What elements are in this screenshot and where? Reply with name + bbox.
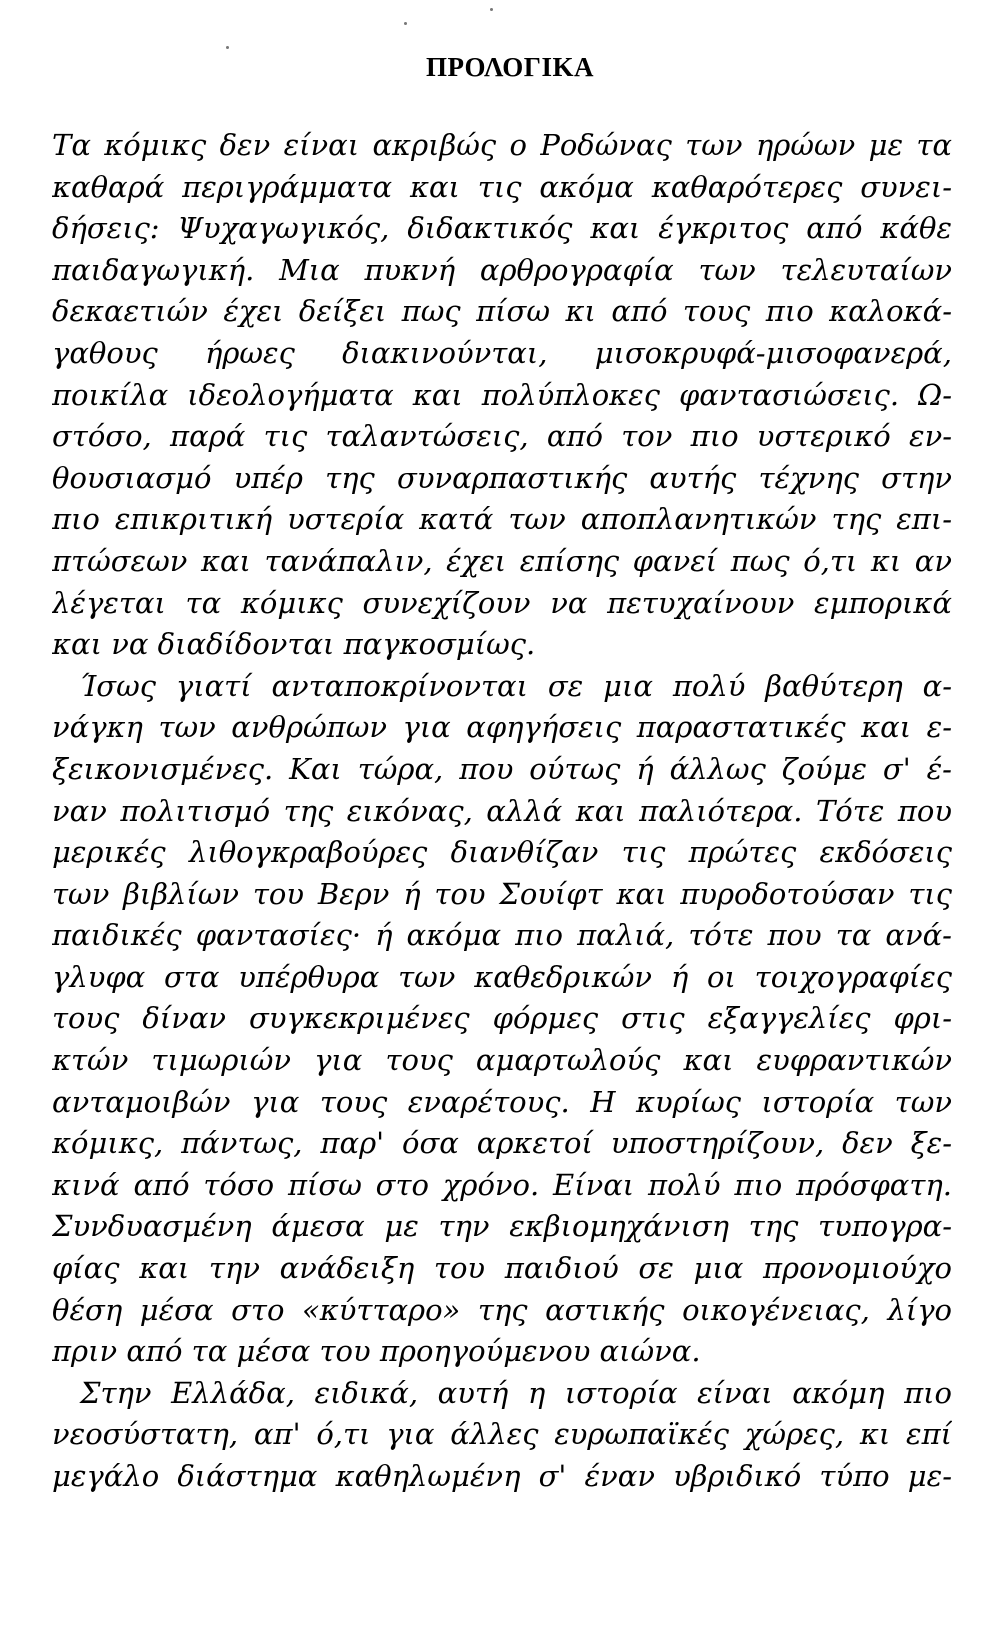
text-line: Στην Ελλάδα, ειδικά, αυτή η ιστορία είναι ακόμη πιο	[80, 1375, 952, 1410]
scan-speck	[226, 46, 229, 49]
text-line: των βιβλίων του Βερν ή του Σουίφτ και πυροδοτούσαν τις	[52, 876, 952, 911]
text-line: Ίσως γιατί ανταποκρίνονται σε μια πολύ βαθύτερη α-	[80, 668, 952, 703]
text-line: ανταμοιβών για τους εναρέτους. Η κυρίως ιστορία των	[52, 1084, 952, 1119]
text-line: κτών τιμωριών για τους αμαρτωλούς και ευφραντικών	[52, 1043, 952, 1078]
text-line: δήσεις: Ψυχαγωγικός, διδακτικός και έγκριτος από κάθε	[52, 211, 952, 246]
text-line: πιο επικριτική υστερία κατά των αποπλανητικών της επι-	[52, 502, 952, 537]
text-line: θέση μέσα στο «κύτταρο» της αστικής οικογένειας, λίγο	[52, 1292, 952, 1327]
text-line: παιδικές φαντασίες· ή ακόμα πιο παλιά, τότε που τα ανά-	[52, 918, 952, 953]
body-text	[52, 125, 952, 1498]
text-line: ναν πολιτισμό της εικόνας, αλλά και παλιότερα. Τότε που	[52, 793, 952, 828]
text-line: γλυφα στα υπέρθυρα των καθεδρικών ή οι τοιχογραφίες	[52, 959, 952, 994]
text-line: γαθους ήρωες διακινούνται, μισοκρυφά-μισοφανερά,	[52, 335, 952, 370]
text-line: νάγκη των ανθρώπων για αφηγήσεις παραστατικές και ε-	[52, 710, 952, 745]
scan-speck	[490, 8, 493, 11]
text-line: φίας και την ανάδειξη του παιδιού σε μια προνομιούχο	[52, 1251, 952, 1286]
text-line: δεκαετιών έχει δείξει πως πίσω κι από τους πιο καλοκά-	[52, 294, 952, 329]
text-line: ξεικονισμένες. Και τώρα, που ούτως ή άλλως ζούμε σ' έ-	[52, 751, 952, 786]
text-line: πτώσεων και τανάπαλιν, έχει επίσης φανεί πως ό,τι κι αν	[52, 543, 952, 578]
text-line: Τα κόμικς δεν είναι ακριβώς ο Ροδώνας των ηρώων με τα	[52, 128, 952, 162]
text-line: Συνδυασμένη άμεσα με την εκβιομηχάνιση της τυπογρα-	[52, 1209, 952, 1244]
text-line: λέγεται τα κόμικς συνεχίζουν να πετυχαίνουν εμπορικά	[52, 585, 952, 620]
text-line: κόμικς, πάντως, παρ' όσα αρκετοί υποστηρίζουν, δεν ξε-	[52, 1126, 952, 1161]
text-line: παιδαγωγική. Μια πυκνή αρθρογραφία των τελευταίων	[52, 252, 952, 287]
text-line: και να διαδίδονται παγκοσμίως.	[52, 627, 536, 662]
text-line: κινά από τόσο πίσω στο χρόνο. Είναι πολύ πιο πρόσφατη.	[52, 1167, 952, 1202]
text-line: πριν από τα μέσα του προηγούμενου αιώνα.	[52, 1334, 701, 1369]
scan-speck	[404, 22, 407, 25]
text-line: ποικίλα ιδεολογήματα και πολύπλοκες φαντασιώσεις. Ω-	[52, 377, 952, 412]
text-line: μεγάλο διάστημα καθηλωμένη σ' έναν υβριδικό τύπο με-	[52, 1459, 952, 1493]
page-title: ΠΡΟΛΟΓΙΚΑ	[426, 52, 594, 82]
text-line: θουσιασμό υπέρ της συναρπαστικής αυτής τέχνης στην	[52, 460, 952, 495]
text-line: καθαρά περιγράμματα και τις ακόμα καθαρότερες συνει-	[52, 169, 952, 204]
text-line: τους δίναν συγκεκριμένες φόρμες στις εξαγγελίες φρι-	[52, 1001, 952, 1036]
text-line: νεοσύστατη, απ' ό,τι για άλλες ευρωπαϊκές χώρες, κι επί	[52, 1417, 952, 1452]
text-line: στόσο, παρά τις ταλαντώσεις, από τον πιο υστερικό εν-	[52, 419, 952, 454]
text-line: μερικές λιθογκραβούρες διανθίζαν τις πρώτες εκδόσεις	[52, 835, 952, 870]
